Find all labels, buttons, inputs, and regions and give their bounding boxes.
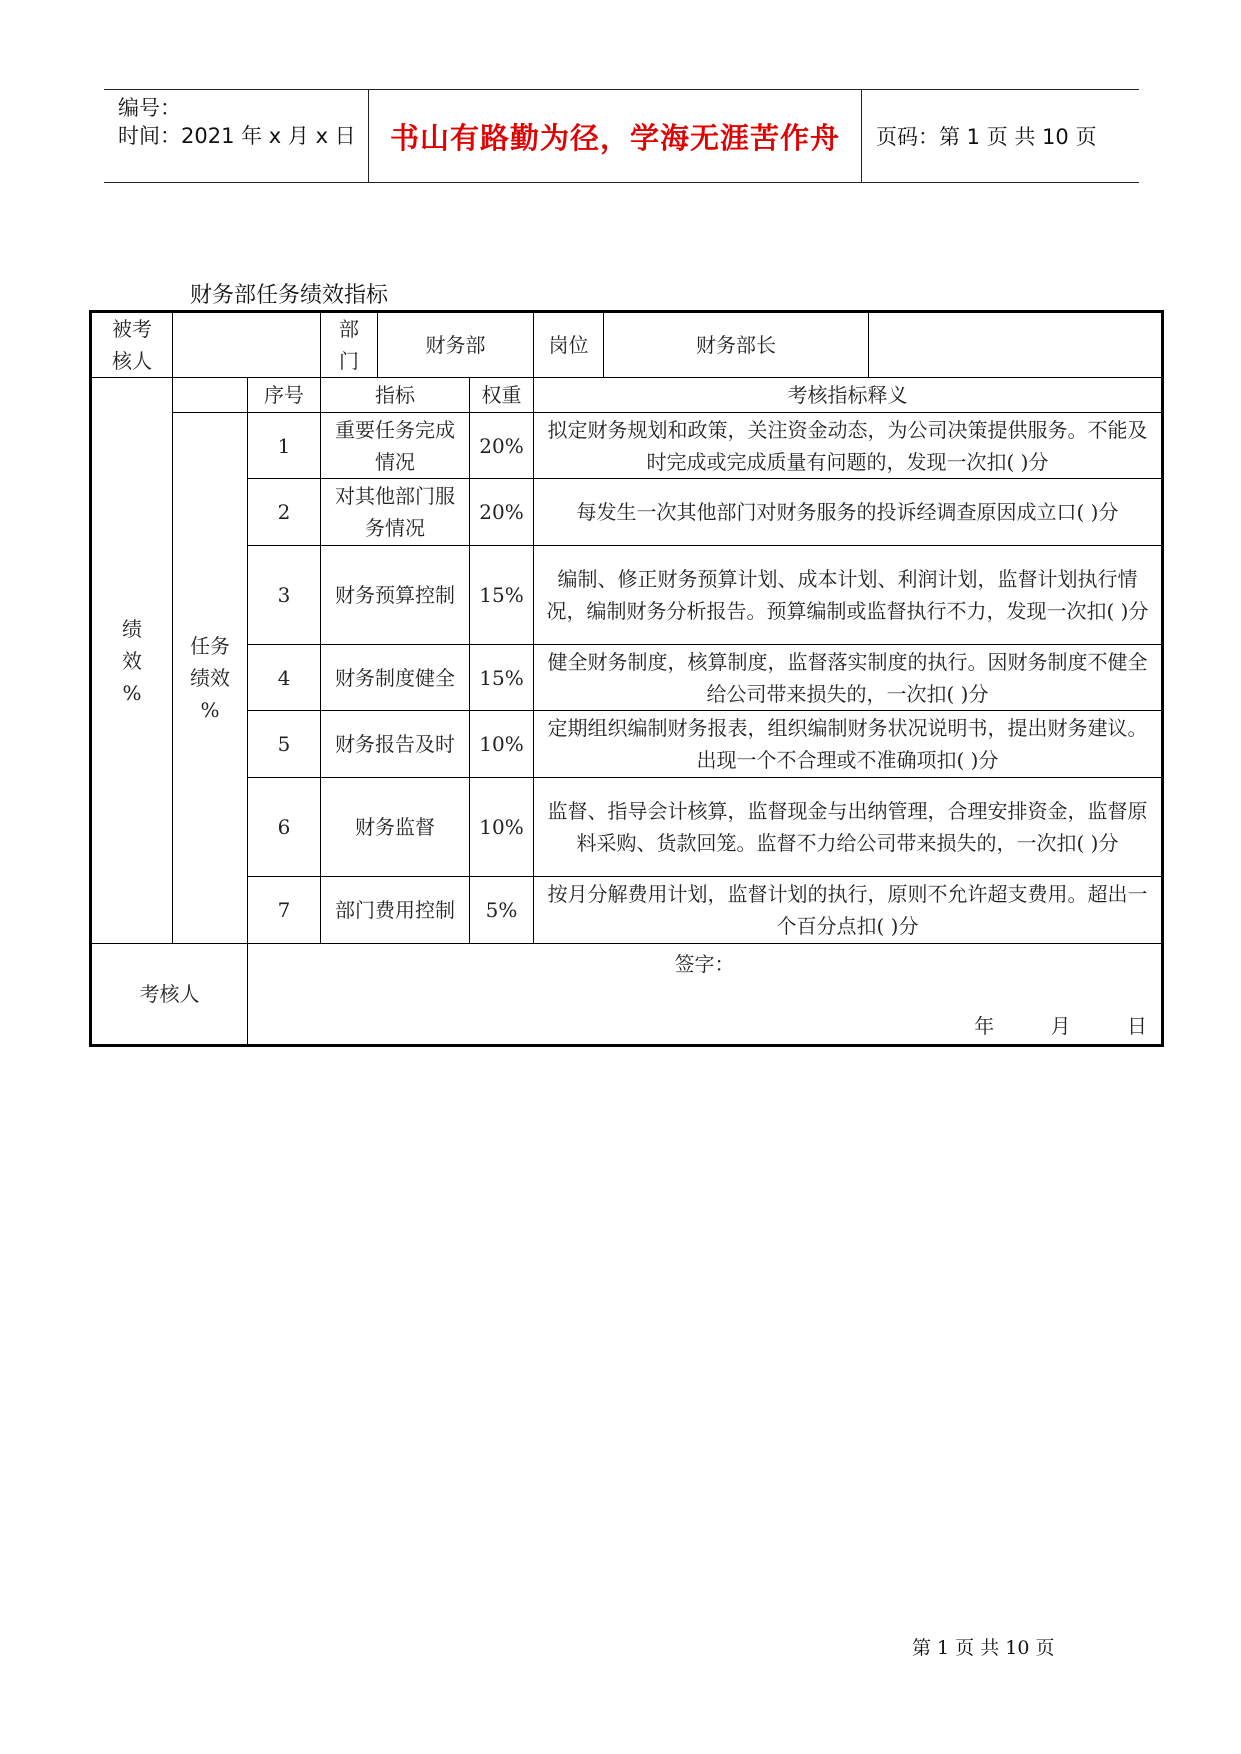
row-weight: 10%	[470, 778, 534, 877]
extra-cell	[869, 312, 1163, 378]
post-value: 财务部长	[604, 312, 869, 378]
row-weight: 15%	[470, 645, 534, 711]
post-label: 岗位	[534, 312, 604, 378]
assessee-row	[91, 312, 1163, 378]
header-left-cell	[104, 90, 369, 182]
page-footer: 第 1 页 共 10 页	[912, 1637, 1055, 1659]
page-header	[104, 89, 1139, 183]
col-desc: 考核指标释义	[534, 378, 1163, 413]
serial-label: 编号：	[118, 96, 181, 120]
table-row	[91, 778, 1163, 877]
time-line: 时间：2021 年 x 月 x 日	[118, 124, 356, 148]
row-indicator: 重要任务完成情况	[321, 413, 470, 479]
row-desc: 监督、指导会计核算，监督现金与出纳管理，合理安排资金，监督原料采购、货款回笼。监督不力给公司带来损失的，一次扣( )分	[534, 778, 1163, 877]
row-weight: 10%	[470, 711, 534, 778]
document-title: 财务部任务绩效指标	[190, 283, 389, 308]
perf-label: 绩 效 %	[91, 378, 173, 944]
row-desc: 每发生一次其他部门对财务服务的投诉经调查原因成立口( )分	[534, 479, 1163, 546]
row-weight: 5%	[470, 877, 534, 944]
row-desc: 编制、修正财务预算计划、成本计划、利润计划，监督计划执行情况，编制财务分析报告。预算编制或监督执行不力，发现一次扣( )分	[534, 546, 1163, 645]
performance-table	[89, 310, 1164, 1047]
column-header-row	[91, 378, 1163, 413]
signature-label: 签字：	[674, 952, 735, 976]
row-indicator: 财务预算控制	[321, 546, 470, 645]
row-seq: 4	[248, 645, 321, 711]
row-desc: 定期组织编制财务报表，组织编制财务状况说明书，提出财务建议。出现一个不合理或不准确项扣( )分	[534, 711, 1163, 778]
assessee-label: 被考 核人	[91, 312, 173, 378]
row-indicator: 对其他部门服务情况	[321, 479, 470, 546]
row-seq: 5	[248, 711, 321, 778]
assessor-label: 考核人	[91, 944, 248, 1046]
header-motto-cell	[369, 90, 862, 182]
row-seq: 3	[248, 546, 321, 645]
assessor-row	[91, 944, 1163, 1046]
row-weight: 15%	[470, 546, 534, 645]
table-row	[91, 479, 1163, 546]
row-desc: 按月分解费用计划，监督计划的执行，原则不允许超支费用。超出一个百分点扣( )分	[534, 877, 1163, 944]
row-indicator: 财务制度健全	[321, 645, 470, 711]
table-row	[91, 877, 1163, 944]
table-row	[91, 546, 1163, 645]
signature-cell	[248, 944, 1163, 1046]
assessee-value	[173, 312, 321, 378]
col-weight: 权重	[470, 378, 534, 413]
task-perf-label: 任务 绩效 %	[173, 413, 248, 944]
row-desc: 健全财务制度，核算制度，监督落实制度的执行。因财务制度不健全给公司带来损失的，一次扣( )分	[534, 645, 1163, 711]
col-seq: 序号	[248, 378, 321, 413]
row-desc: 拟定财务规划和政策，关注资金动态，为公司决策提供服务。不能及时完成或完成质量有问题的，发现一次扣( )分	[534, 413, 1163, 479]
row-indicator: 财务报告及时	[321, 711, 470, 778]
empty-subheader	[173, 378, 248, 413]
row-weight: 20%	[470, 413, 534, 479]
header-right-cell	[862, 90, 1139, 182]
page-info: 页码：第 1 页 共 10 页	[876, 125, 1097, 149]
row-seq: 7	[248, 877, 321, 944]
motto: 书山有路勤为径，学海无涯苦作舟	[389, 120, 840, 155]
dept-label: 部 门	[321, 312, 378, 378]
row-seq: 6	[248, 778, 321, 877]
date-day: 日	[1127, 1014, 1147, 1038]
table-row	[91, 711, 1163, 778]
row-seq: 1	[248, 413, 321, 479]
dept-value: 财务部	[378, 312, 534, 378]
signature-date	[924, 1010, 1147, 1042]
row-seq: 2	[248, 479, 321, 546]
table-row	[91, 413, 1163, 479]
table-row	[91, 645, 1163, 711]
row-indicator: 部门费用控制	[321, 877, 470, 944]
date-month: 月	[1050, 1014, 1071, 1038]
col-indicator: 指标	[321, 378, 470, 413]
row-weight: 20%	[470, 479, 534, 546]
date-year: 年	[974, 1014, 995, 1038]
row-indicator: 财务监督	[321, 778, 470, 877]
